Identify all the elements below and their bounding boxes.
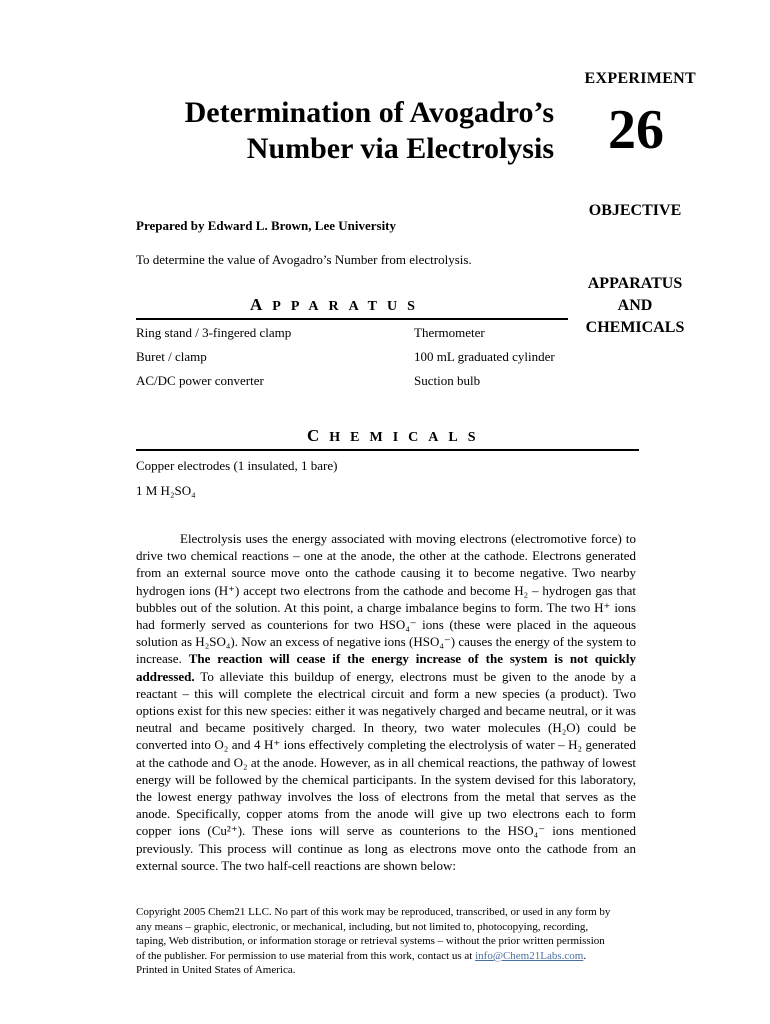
copyright-notice: [136, 905, 616, 978]
body-bold-sentence: The reaction will cease if the energy increase of the system is not quickly addressed.: [136, 651, 636, 684]
apparatus-divider: [136, 318, 568, 320]
objective-text: To determine the value of Avogadro’s Number from electrolysis.: [136, 252, 472, 267]
contact-email-link[interactable]: info@Chem21Labs.com: [475, 949, 584, 962]
chemicals-heading: [307, 426, 486, 446]
apparatus-item: AC/DC power converter: [136, 373, 264, 388]
apparatus-heading: [250, 295, 425, 315]
chemicals-heading-cap: C: [307, 426, 330, 445]
title-line-2: Number via Electrolysis: [246, 132, 554, 165]
sidebar-apparatus-line-3: CHEMICALS: [585, 319, 685, 336]
apparatus-item: 100 mL graduated cylinder: [414, 349, 555, 364]
chemical-item: Copper electrodes (1 insulated, 1 bare): [136, 458, 338, 473]
apparatus-item: Ring stand / 3-fingered clamp: [136, 325, 292, 340]
sidebar-apparatus-line-1: APPARATUS: [587, 275, 683, 292]
title-line-1: Determination of Avogadro’s: [184, 96, 554, 129]
experiment-number: 26: [608, 99, 664, 161]
sidebar-apparatus-line-2: AND: [617, 297, 653, 314]
chemicals-heading-rest: HEMICALS: [329, 430, 486, 445]
sidebar-apparatus-heading: [575, 273, 695, 339]
page-title: [130, 95, 554, 167]
body-text-part-2: To alleviate this buildup of energy, electrons must be given to the anode by a reactant – this will complete the electrical circuit and form a new species (a product). Two options exist for this new species: either it was negatively charged and became neutral, or it was neutral and became positively charged. In theory, two water molecules (H₂O) could be converted into O₂ and 4 H⁺ ions effectively completing the electrolysis of water – H₂ generated at the cathode and O₂ at the anode. However, as in all chemical reactions, the pathway of lowest energy will be followed by the chemical participants. In the system devised for this laboratory, the lowest energy pathway involves the loss of electrons from the metal that serves as the anode. Specifically, copper atoms from the anode will give up two electrons each to form copper ions (Cu²⁺). These ions will serve as counterions to the HSO₄⁻ ions mentioned previously. This process will continue as long as electrons move onto the cathode from an external source. The two half-cell reactions are shown below:: [136, 668, 636, 873]
body-paragraph: [136, 530, 636, 874]
apparatus-heading-rest: PPARATUS: [272, 299, 425, 314]
copyright-suffix: . Printed in United States of America.: [136, 949, 587, 977]
sidebar-objective-heading: OBJECTIVE: [588, 202, 682, 219]
apparatus-item: Buret / clamp: [136, 349, 207, 364]
chemical-item: 1 M H₂SO₄: [136, 483, 196, 498]
apparatus-heading-cap: A: [250, 295, 273, 314]
chemicals-divider: [136, 449, 639, 451]
copyright-text: Copyright 2005 Chem21 LLC. No part of this work may be reproduced, transcribed, or used in any form by any means – graphic, electronic, or mechanical, including, but not limited to, photocopying, recording, taping, Web distribution, or information storage or retrieval systems – without the prior written permission of the publisher. For permission to use material from this work, contact us at: [136, 906, 611, 962]
experiment-label: EXPERIMENT: [584, 70, 696, 87]
body-text-part-1: Electrolysis uses the energy associated with moving electrons (electromotive force) to drive two chemical reactions – one at the anode, the other at the cathode. Electrons generated from an external source move onto the cathode causing it to become negative. Two nearby hydrogen ions (H⁺) accept two electrons from the cathode and become H₂ – hydrogen gas that bubbles out of the solution. At this point, a charge imbalance begins to form. The two H⁺ ions had formerly served as counterions for two HSO₄⁻ ions (these were placed in the aqueous solution as H₂SO₄). Now an excess of negative ions (HSO₄⁻) causes the energy of the system to increase.: [136, 531, 636, 667]
prepared-by: Prepared by Edward L. Brown, Lee University: [136, 218, 397, 233]
apparatus-item: Thermometer: [414, 325, 485, 340]
apparatus-item: Suction bulb: [414, 373, 481, 388]
